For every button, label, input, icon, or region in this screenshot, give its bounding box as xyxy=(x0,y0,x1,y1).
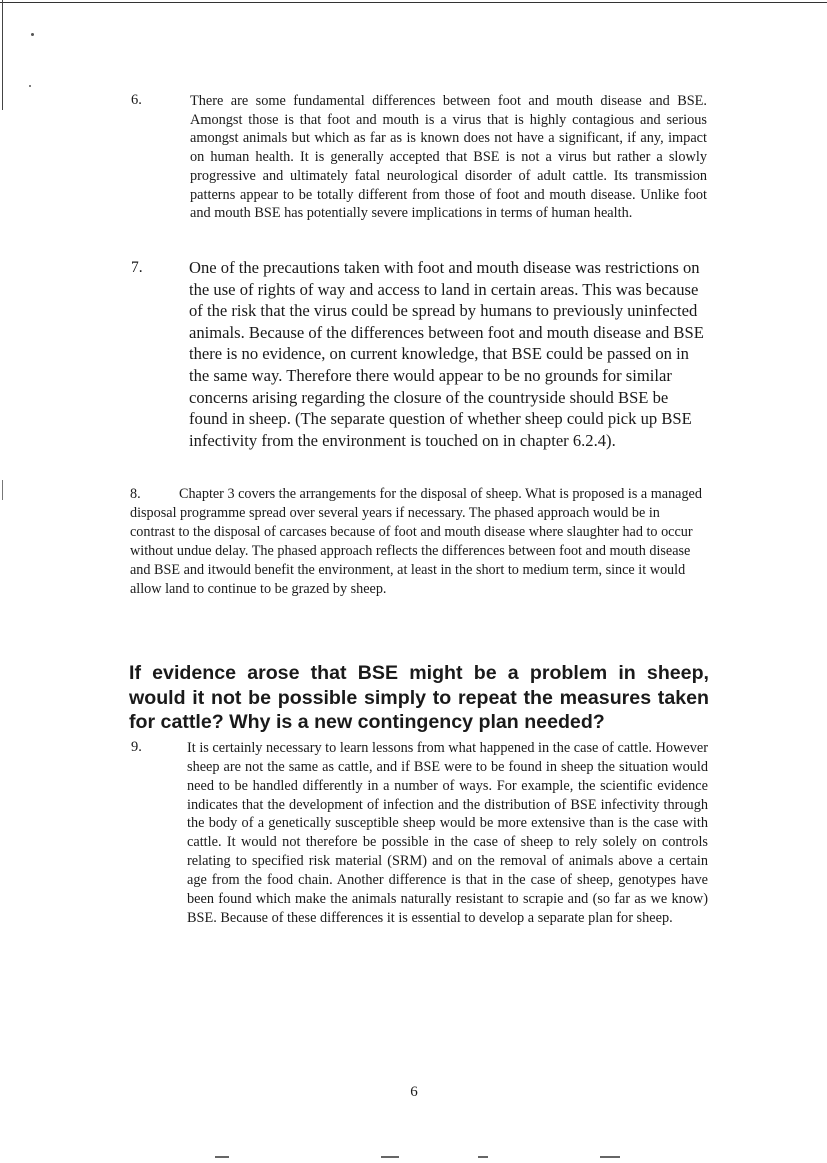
paragraph-8 xyxy=(130,485,705,598)
scan-speck xyxy=(29,85,31,87)
scan-noise xyxy=(215,1156,229,1158)
paragraph-6-number: 6. xyxy=(131,92,142,108)
scan-top-edge xyxy=(0,2,827,3)
paragraph-6-text: There are some fundamental differences between foot and mouth disease and BSE. Amongst those is that foot and mouth is a virus that is highly contagious and serious amongst animals but which as far as is known does not have a significant, if any, impact on human health. It is generally accepted that BSE is not a virus but rather a slowly progressive and ultimately fatal neurological disorder of adult cattle. Its transmission patterns appear to be totally different from those of foot and mouth disease. Unlike foot and mouth BSE has potentially severe implications in terms of human health. xyxy=(190,93,707,222)
page-number: 6 xyxy=(410,1084,418,1100)
scan-speck xyxy=(31,33,34,36)
scan-noise xyxy=(478,1156,488,1158)
section-heading: If evidence arose that BSE might be a problem in sheep, would it not be possible simply to repeat the measures taken for cattle? Why is a new contingency plan needed? xyxy=(129,662,709,733)
scan-noise xyxy=(381,1156,399,1158)
paragraph-8-text: Chapter 3 covers the arrangements for the disposal of sheep. What is proposed is a managed disposal programme spread over several years if necessary. The phased approach would be in contrast to the disposal of carcases because of foot and mouth disease where slaughter had to occur without undue delay. The phased approach reflects the differences between foot and mouth disease and BSE and itwould benefit the environment, at least in the short to medium term, since it would allow land to continue to be grazed by sheep. xyxy=(130,486,702,597)
paragraph-9-text: It is certainly necessary to learn lessons from what happened in the case of cattle. However sheep are not the same as cattle, and if BSE were to be found in sheep the situation would need to be handled differently in a number of ways. For example, the scientific evidence indicates that the development of infection and the distribution of BSE infectivity through the body of a genetically susceptible sheep would be more extensive than is the case with cattle. It would not therefore be possible in the case of sheep to rely solely on controls relating to specified risk material (SRM) and on the removal of animals above a certain age from the food chain. Another difference is that in the case of sheep, genotypes have been found which make the animals naturally resistant to scrapie and (so far as we know) BSE. Because of these differences it is essential to develop a separate plan for sheep. xyxy=(187,740,708,926)
paragraph-8-number: 8. xyxy=(130,486,141,502)
scan-noise xyxy=(600,1156,620,1158)
paragraph-7-text: One of the precautions taken with foot and mouth disease was restrictions on the use of rights of way and access to land in certain areas. This was because of the risk that the virus could be spread by humans to previously uninfected animals. Because of the differences between foot and mouth disease and BSE there is no evidence, on current knowledge, that BSE could be passed on in the same way. Therefore there would appear to be no grounds for similar concerns arising regarding the closure of the countryside should BSE be found in sheep. (The separate question of whether sheep could pick up BSE infectivity from the environment is touched on in chapter 6.2.4). xyxy=(189,258,704,450)
paragraph-9-number: 9. xyxy=(131,739,142,755)
scan-left-edge xyxy=(2,0,3,1163)
paragraph-7-number: 7. xyxy=(131,259,143,276)
